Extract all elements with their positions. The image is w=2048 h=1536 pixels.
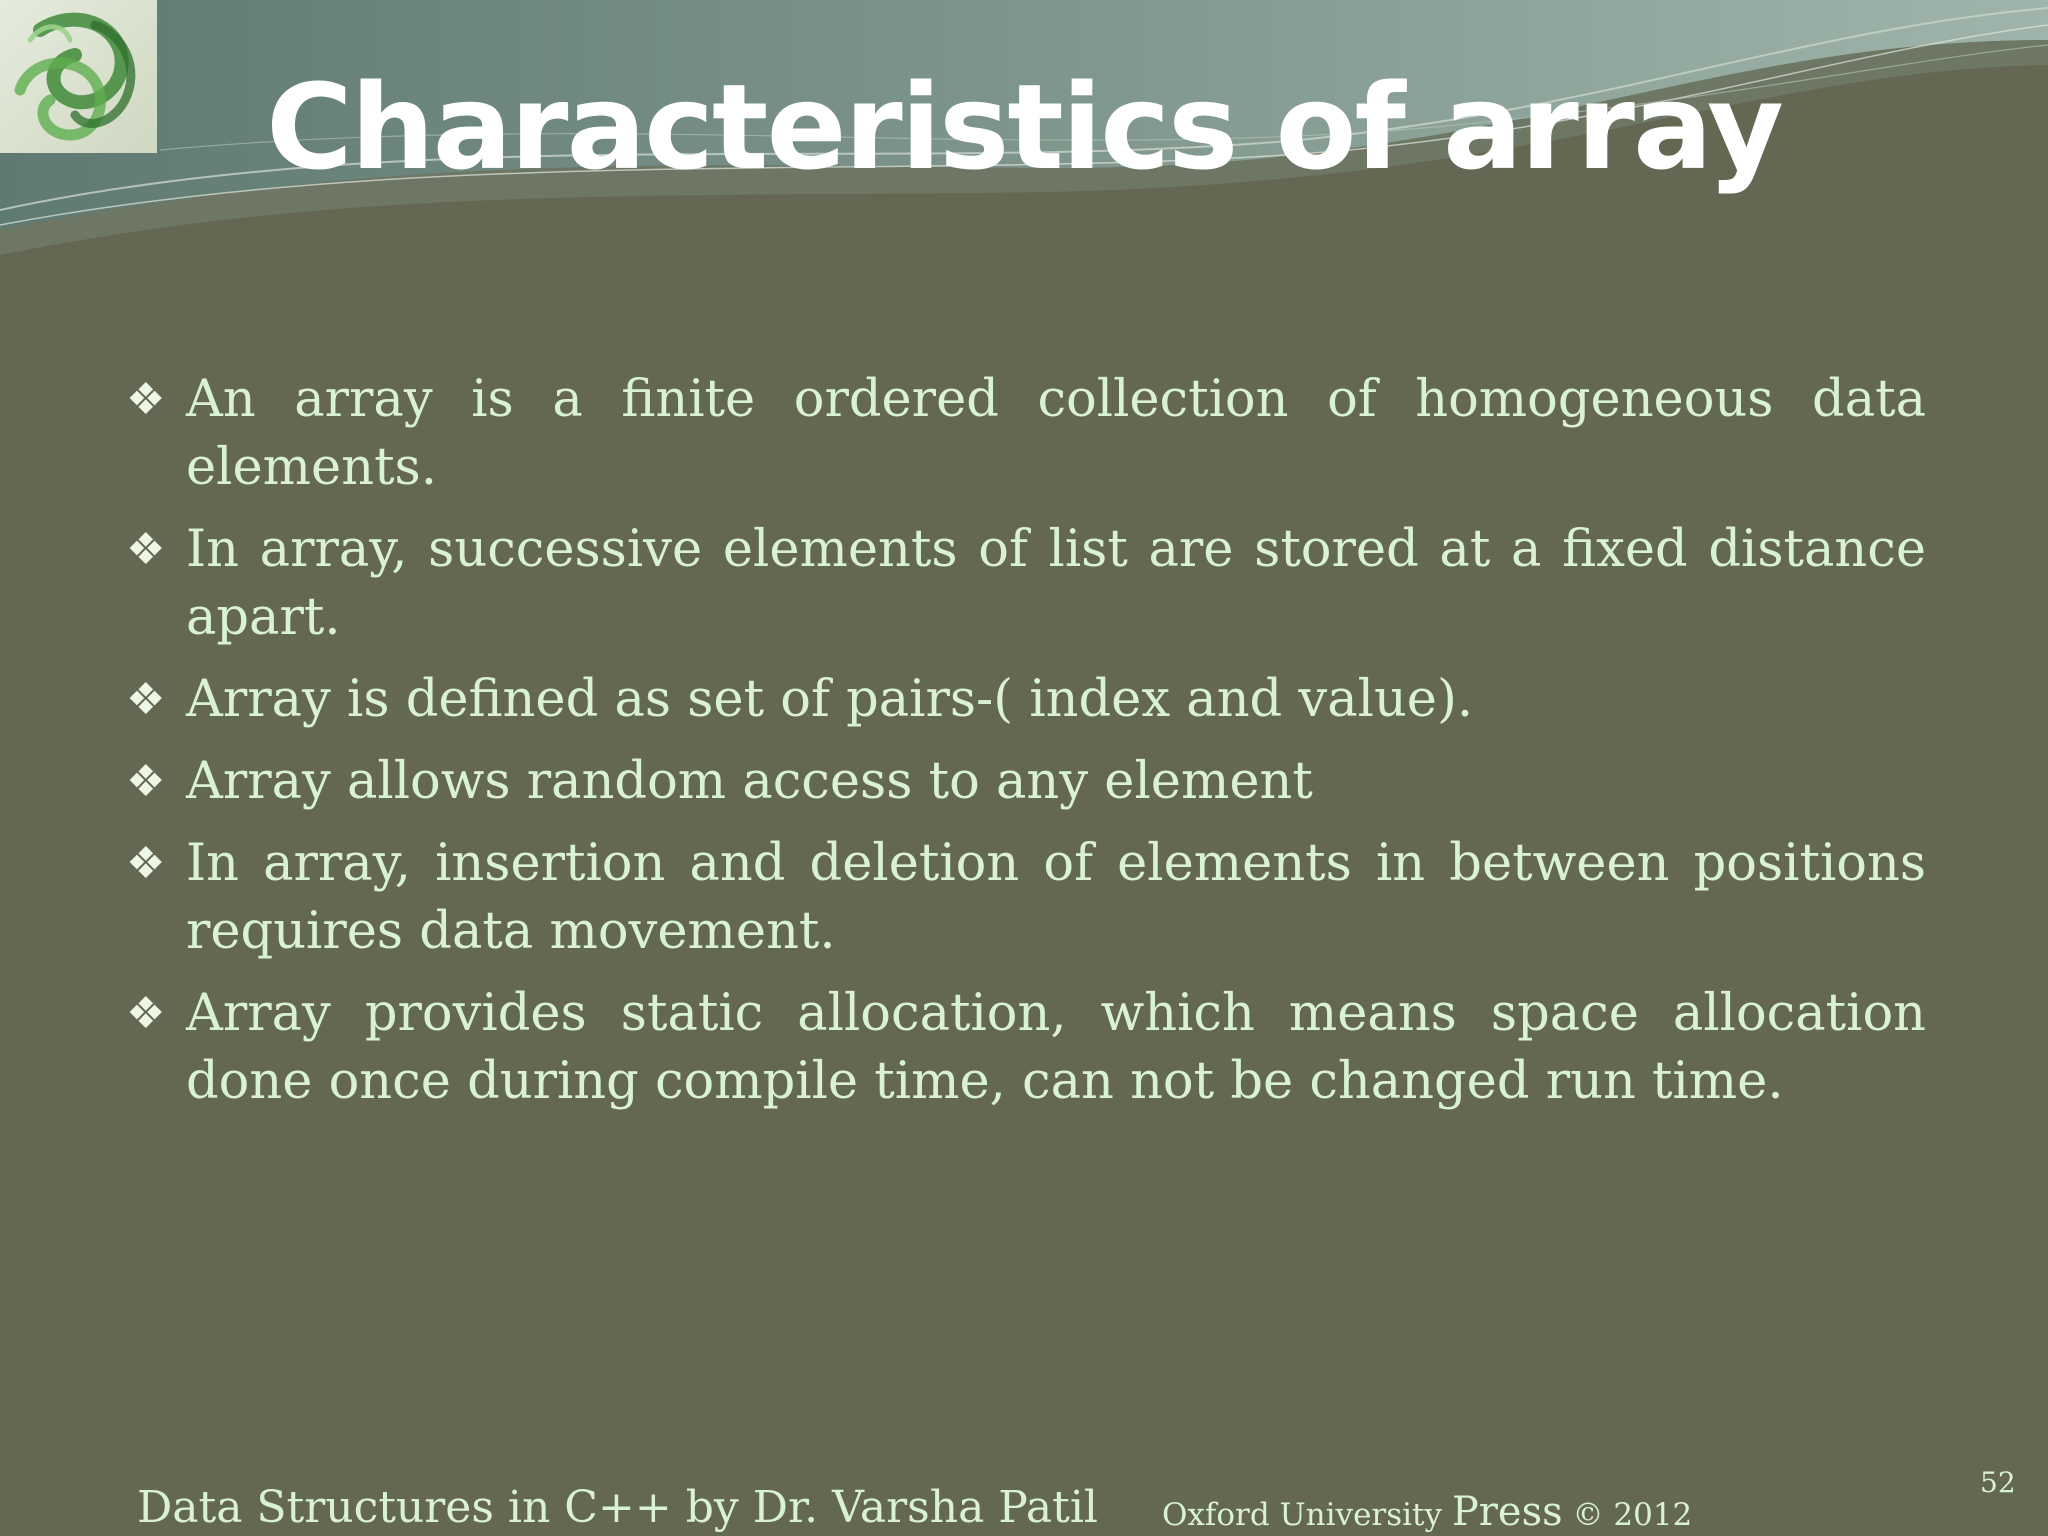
bullet-list [126, 366, 1926, 1130]
publisher-name: Oxford University [1162, 1497, 1443, 1533]
footer-publisher [1162, 1484, 1692, 1536]
copyright: © 2012 [1572, 1497, 1693, 1533]
diamond-bullet-icon: ❖ [126, 756, 166, 807]
bullet-text: Array is defined as set of pairs-( index and value). [186, 670, 1474, 729]
bullet-item [126, 748, 1926, 816]
bullet-item [126, 980, 1926, 1116]
bullet-item [126, 830, 1926, 966]
bullet-text: An array is a finite ordered collection of homogeneous data elements. [186, 370, 1926, 497]
diamond-bullet-icon: ❖ [126, 988, 166, 1039]
diamond-bullet-icon: ❖ [126, 524, 166, 575]
bullet-item [126, 366, 1926, 502]
bullet-text: Array allows random access to any element [186, 752, 1313, 811]
bullet-text: In array, successive elements of list are stored at a fixed distance apart. [186, 520, 1926, 647]
diamond-bullet-icon: ❖ [126, 838, 166, 889]
footer-book-title: Data Structures in C++ by Dr. Varsha Patil [137, 1482, 1098, 1533]
slide-title: Characteristics of array [266, 58, 1782, 196]
diamond-bullet-icon: ❖ [126, 674, 166, 725]
bullet-text: Array provides static allocation, which means space allocation done once during compile time, can not be changed run time. [186, 984, 1926, 1111]
slide-number: 52 [1980, 1466, 2016, 1499]
bullet-item [126, 666, 1926, 734]
publisher-press: Press [1451, 1489, 1563, 1535]
bullet-item [126, 516, 1926, 652]
bullet-text: In array, insertion and deletion of elements in between positions requires data movement. [186, 834, 1926, 961]
diamond-bullet-icon: ❖ [126, 374, 166, 425]
